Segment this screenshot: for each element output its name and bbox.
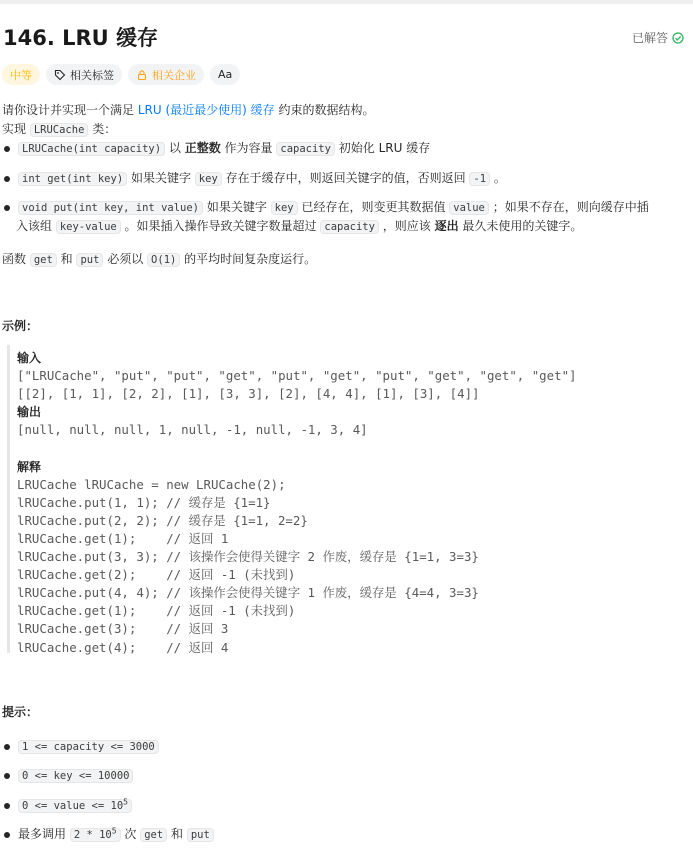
code: key-value	[56, 220, 121, 234]
output-line: [null, null, null, 1, null, -1, null, -1, 3, 4]	[17, 422, 368, 438]
text: 的平均时间复杂度运行。	[180, 252, 317, 266]
explain-line: lRUCache.get(3); // 返回 3	[17, 621, 229, 637]
companies-tag-label: 相关企业	[152, 68, 196, 82]
constraint-item	[18, 796, 132, 816]
code: put	[76, 253, 103, 267]
impl-text-end: 类：	[88, 122, 117, 136]
put-code: void put(int key, int value)	[18, 201, 203, 215]
text: 次	[120, 827, 141, 841]
lock-icon	[136, 69, 148, 81]
text: 存在于缓存中，则返回关键字的值，否则返回	[221, 171, 470, 185]
text: 和	[56, 252, 77, 266]
put-item-continued	[16, 217, 582, 237]
constraint-item	[18, 737, 159, 757]
bold-text: 逐出	[434, 219, 459, 233]
input-label: 输入	[17, 351, 42, 365]
explain-line: lRUCache.get(2); // 返回 -1 (未找到)	[17, 567, 296, 583]
solved-status	[632, 29, 684, 46]
example-border	[7, 345, 10, 653]
constraint-code: 0 <= key <= 10000	[18, 769, 133, 783]
code: get	[140, 828, 167, 842]
text: 。如果插入操作导致关键字数量超过	[120, 219, 321, 233]
example-heading: 示例：	[2, 319, 39, 333]
code: O(1)	[147, 253, 180, 267]
constraint-base: 0 <= value <= 10	[22, 800, 124, 812]
constructor-item	[18, 139, 430, 159]
example-block	[17, 349, 577, 657]
constraint-base: 2 * 10	[73, 829, 112, 841]
complexity-line	[2, 250, 316, 270]
text: 如果关键字	[127, 171, 195, 185]
explain-line: lRUCache.put(3, 3); // 该操作会使得关键字 2 作废，缓存是 {1=1, 3=3}	[17, 549, 479, 565]
bullet-dot	[4, 176, 10, 182]
topics-tag-label: 相关标签	[70, 68, 114, 82]
constraint-code: 1 <= capacity <= 3000	[18, 740, 159, 754]
text: 已经存在，则变更其数据值	[297, 200, 450, 214]
output-label: 输出	[17, 405, 42, 420]
explain-line: lRUCache.put(1, 1); // 缓存是 {1=1}	[17, 494, 271, 510]
code: key	[271, 201, 298, 215]
text: 入该组	[16, 219, 56, 233]
explain-line: lRUCache.get(1); // 返回 -1 (未找到)	[17, 603, 296, 619]
code: put	[187, 828, 214, 842]
put-item	[18, 198, 649, 218]
difficulty-badge[interactable]: 中等	[2, 64, 40, 85]
text: 作为容量	[220, 141, 277, 155]
get-code: int get(int key)	[18, 172, 127, 186]
code: value	[449, 201, 489, 215]
impl-code: LRUCache	[30, 123, 89, 137]
explain-line: lRUCache.get(1); // 返回 1	[17, 530, 229, 546]
code: capacity	[320, 220, 379, 234]
code: -1	[469, 172, 490, 186]
bold-text: 正整数	[184, 141, 221, 155]
tag-row	[2, 64, 240, 85]
text: ；如果不存在，则向缓存中插	[488, 200, 649, 214]
constraints-heading: 提示：	[2, 705, 39, 719]
tag-icon	[54, 69, 66, 81]
companies-tag-button[interactable]	[128, 64, 204, 85]
font-size-icon: Aa	[218, 68, 233, 81]
code: get	[30, 253, 57, 267]
bullet-dot	[4, 803, 10, 809]
problem-title: 146. LRU 缓存	[3, 26, 159, 50]
text: 如果关键字	[203, 200, 271, 214]
text: 。	[490, 171, 506, 185]
check-circle-icon	[672, 32, 684, 44]
constraint-item	[18, 766, 133, 786]
constraint-code	[18, 799, 132, 813]
bullet-dot	[4, 832, 10, 838]
exponent: 5	[111, 826, 117, 836]
constraint-code	[70, 828, 121, 842]
solved-label: 已解答	[631, 31, 668, 45]
explain-line: lRUCache.put(2, 2); // 缓存是 {1=1, 2=2}	[17, 512, 308, 528]
code: key	[195, 172, 222, 186]
input-line-2: [[2], [1, 1], [2, 2], [1], [3, 3], [2], [4, 4], [1], [3], [4]]	[17, 386, 480, 402]
explain-line: LRUCache lRUCache = new LRUCache(2);	[17, 476, 286, 492]
lru-link[interactable]: LRU (最近最少使用) 缓存	[137, 103, 275, 117]
constraint-item	[18, 825, 214, 845]
text: 和	[167, 827, 187, 841]
text: 初始化 LRU 缓存	[334, 141, 431, 155]
bullet-dot	[4, 744, 10, 750]
explain-line: lRUCache.get(4); // 返回 4	[17, 639, 229, 655]
bullet-dot	[4, 205, 10, 211]
intro-text: 请你设计并实现一个满足	[2, 103, 138, 117]
text: ，则应该	[378, 219, 435, 233]
bullet-dot	[4, 773, 10, 779]
input-line-1: ["LRUCache", "put", "put", "get", "put", "get", "put", "get", "get", "get"]	[17, 368, 577, 384]
get-item	[18, 169, 506, 189]
topics-tag-button[interactable]	[46, 64, 122, 85]
intro-text-end: 约束的数据结构。	[274, 103, 375, 117]
impl-line	[2, 120, 116, 140]
bullet-dot	[4, 146, 10, 152]
text: 必须以	[103, 252, 148, 266]
text: 以	[165, 141, 185, 155]
impl-text: 实现	[2, 122, 30, 136]
text: 函数	[2, 252, 30, 266]
exponent: 5	[123, 797, 128, 807]
explain-label: 解释	[17, 459, 42, 474]
intro-line	[2, 101, 374, 120]
text: 最久未使用的关键字。	[458, 219, 583, 233]
top-bar	[0, 0, 693, 4]
constructor-code: LRUCache(int capacity)	[18, 142, 165, 156]
code: capacity	[276, 142, 335, 156]
explain-line: lRUCache.put(4, 4); // 该操作会使得关键字 1 作废，缓存是 {4=4, 3=3}	[17, 585, 479, 601]
text: 最多调用	[18, 827, 70, 841]
font-size-button[interactable]	[210, 64, 240, 85]
